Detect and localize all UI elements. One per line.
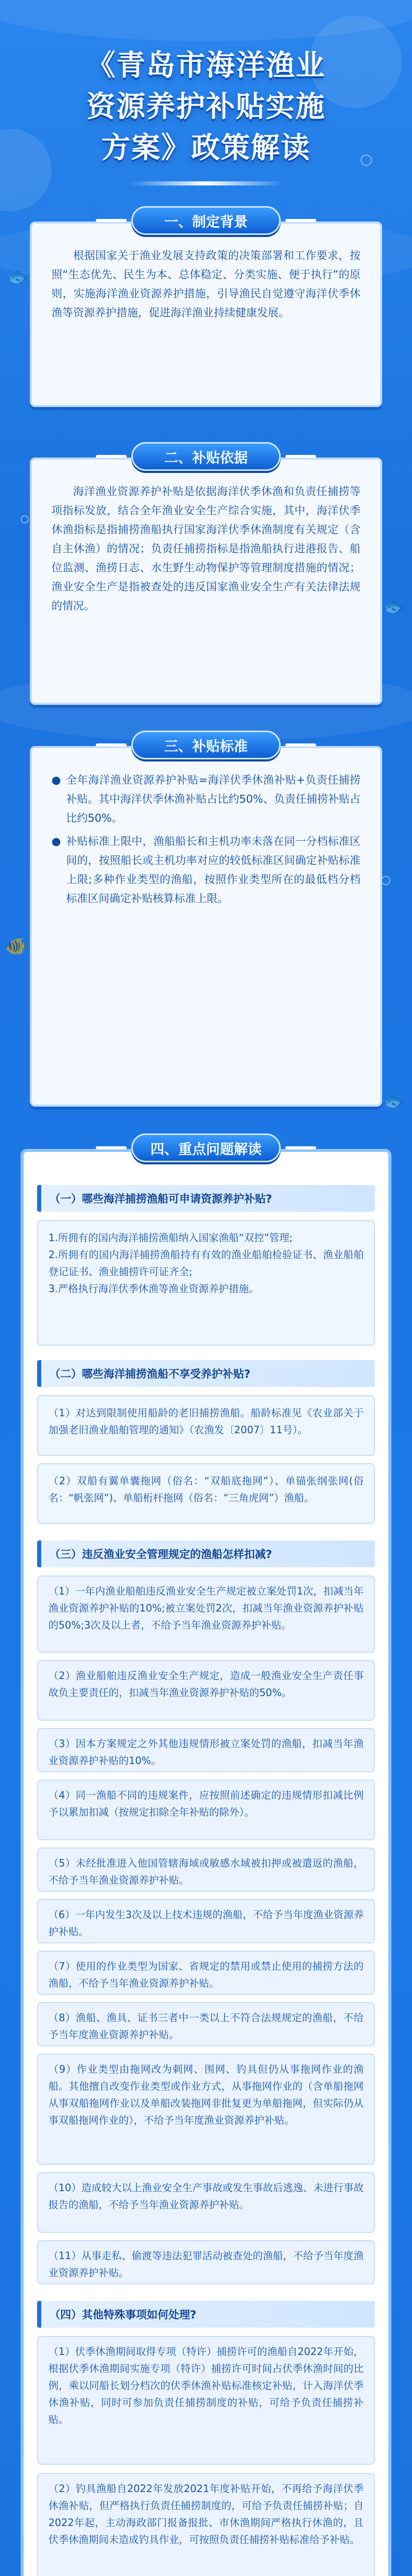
list-item: （6）一年内发生3次及以上技术违规的渔船，不给予当年度渔业资源养护补贴。 bbox=[37, 1899, 375, 1943]
fish-icon: 🐟 bbox=[383, 1091, 405, 1111]
section-heading-key-issues bbox=[131, 1133, 281, 1162]
list-item-text: 全年海洋渔业资源养护补贴=海洋伏季休渔补贴+负责任捕捞补贴。其中海洋伏季休渔补贴占比约50%、负责任捕捞补贴占比约50%。 bbox=[66, 774, 361, 824]
list-item-text: 补贴标准上限中，渔船船长和主机功率未落在同一分档标准区间的，按照船长或主机功率对应的较低标准区间确定补贴标准上限;多种作业类型的渔船，按照作业类型所在的最低档分档标准区间确定补贴核算标准上限。 bbox=[66, 835, 360, 905]
fish-icon: 🐟 bbox=[383, 596, 405, 617]
answer-box bbox=[37, 1395, 375, 1456]
question-heading bbox=[37, 1540, 375, 1567]
section-heading-text: 四、重点问题解读 bbox=[150, 1141, 262, 1158]
list-item: （2）钓具渔船自2022年发放2021年度补贴开始，不再给予海洋伏季休渔补贴，但严格执行负责任捕捞制度的，可给予负责任捕捞补贴；自2022年起，主动海政部门报备报批、市休渔期间严格执行休渔的，且伏季休渔期间未造成钓具作业，可按照负责任捕捞补贴标准给予补贴。 bbox=[37, 2473, 375, 2576]
bullet-icon: ● bbox=[52, 774, 61, 786]
title-line: 资源养护补贴实施 bbox=[87, 90, 325, 124]
answer-text: （1）对达到限制使用船龄的老旧捕捞渔船。船龄标准见《农业部关于加强老旧渔业船舶管理的通知》（农渔发〔2007〕11号）。 bbox=[48, 1407, 364, 1436]
section-heading-text: 一、制定背景 bbox=[164, 214, 248, 230]
answer-box bbox=[37, 1220, 375, 1346]
page-title bbox=[46, 45, 366, 169]
list-item: （1）伏季休渔期间取得专项（特许）捕捞许可的渔船自2022年开始，根据伏季休渔期间实施专项（特许）捕捞许可时间占伏季休渔时间的比例，乘以同船长划分档次的伏季休渔补贴标准核定补贴，计入海洋伏季休渔补贴，同时可参加负责任捕捞制度的补贴，可给予负责任捕捞补贴。 bbox=[37, 2336, 375, 2465]
section-heading-text: 三、补贴标准 bbox=[164, 738, 248, 755]
bubble-icon bbox=[381, 876, 390, 885]
bullet-icon: ● bbox=[52, 835, 61, 848]
section-paragraph: 根据国家关于渔业发展支持政策的决策部署和工作要求，按照“生态优先、民生为本、总体稳定、分类实施、便于执行”的原则，实施海洋渔业资源养护措施，引导渔民自觉遵守海洋伏季休渔等资源养护措施，促进海洋渔业持续健康发展。 bbox=[52, 249, 360, 319]
section-heading-text: 二、补贴依据 bbox=[164, 450, 248, 466]
question-heading bbox=[37, 2301, 375, 2328]
list-item bbox=[52, 771, 360, 828]
list-item bbox=[52, 832, 360, 908]
question-heading bbox=[37, 1360, 375, 1387]
section-card-basis bbox=[30, 457, 382, 705]
section-card-background bbox=[30, 222, 382, 407]
fish-icon: 🐠 bbox=[5, 936, 27, 957]
question-text: （二）哪些海洋捕捞渔船不享受养护补贴? bbox=[49, 1368, 251, 1380]
answer-text: （2）双船有翼单囊拖网（俗名：“双船底拖网”）、单锚张纲张网(俗名：“帆张网”)、单船桁杆拖网（俗名：“三角虎网”）渔船。 bbox=[48, 1475, 364, 1504]
answer-text: 1.所拥有的国内海洋捕捞渔船纳入国家渔船“双控”管理; 2.所拥有的国内海洋捕捞渔船持有有效的渔业船舶检验证书、渔业船舶登记证书、渔业捕捞许可证齐全; 3.严格执行海洋伏季休渔等渔业资源养护措施。 bbox=[48, 1232, 364, 1295]
question-text: （三）违反渔业安全管理规定的渔船怎样扣减? bbox=[49, 1548, 272, 1561]
question-heading bbox=[37, 1185, 375, 1212]
list-item: （1）一年内渔业船舶违反渔业安全生产规定被立案处罚1次，扣减当年渔业资源养护补贴的10%;被立案处罚2次，扣减当年渔业资源养护补贴的50%;3次及以上者，不给予当年渔业资源养护补贴。 bbox=[37, 1575, 375, 1653]
bubble-icon bbox=[21, 515, 29, 523]
list-item: （2）渔业船舶违反渔业安全生产规定，造成一般渔业安全生产责任事故负主要责任的，扣减当年渔业资源养护补贴的50%。 bbox=[37, 1660, 375, 1721]
list-item: （8）渔船、渔具、证书三者中一类以上不符合法规规定的渔船，不给予当年度渔业资源养护补贴。 bbox=[37, 2002, 375, 2046]
title-underline bbox=[129, 181, 283, 185]
list-item: （10）造成较大以上渔业安全生产事故或发生事故后逃逸、未进行事故报告的渔船，不给予当年渔业资源养护补贴。 bbox=[37, 2172, 375, 2233]
list-item: （7）使用的作业类型为国家、省规定的禁用或禁止使用的捕捞方法的渔船，不给予当年渔业资源养护补贴。 bbox=[37, 1951, 375, 1995]
question-text: （四）其他特殊事项如何处理? bbox=[49, 2309, 197, 2321]
list-item: （11）从事走私、偷渡等违法犯罪活动被查处的渔船，不给予当年度渔业资源养护补贴。 bbox=[37, 2240, 375, 2284]
list-item: （4）同一渔船不同的违规案件，应按照前述确定的违规情形扣减比例予以累加扣减（按规定扣除全年补贴的除外）。 bbox=[37, 1780, 375, 1840]
section-paragraph: 海洋渔业资源养护补贴是依据海洋伏季休渔和负责任捕捞等项指标发放，结合全年渔业安全生产综合实施，其中，海洋伏季休渔指标是指捕捞渔船执行国家海洋伏季休渔制度有关规定（含自主休渔）的情况；负责任捕捞指标是指渔船执行进港报告、船位监测、渔捞日志、水生野生动物保护等管理制度措施的情况；渔业安全生产是指被查处的违反国家渔业安全生产有关法律法规的情况。 bbox=[52, 485, 360, 612]
section-heading-standard bbox=[131, 731, 281, 759]
circle-decoration bbox=[0, 129, 52, 211]
section-heading-basis bbox=[131, 442, 281, 471]
answer-box bbox=[37, 1463, 375, 1524]
list-item: （3）因本方案规定之外其他违规情形被立案处罚的渔船，扣减当年渔业资源养护补贴的10%。 bbox=[37, 1728, 375, 1772]
section-card-standard bbox=[30, 746, 382, 1107]
list-item: （5）未经批准进入他国管辖海域或敏感水域被扣押或被遣返的渔船，不给予当年渔业资源养护补贴。 bbox=[37, 1848, 375, 1892]
list-item: （9）作业类型由拖网改为刺网、围网、钓具但仍从事拖网作业的渔船。其他擅自改变作业类型或作业方式，从事拖网作业的（含单船拖网从事双船拖网作业以及单船改装拖网非批复更为单船拖网，但实际仍从事双船拖网作业的），不给予当年度渔业资源养护补贴。 bbox=[37, 2054, 375, 2165]
question-text: （一）哪些海洋捕捞渔船可申请资源养护补贴? bbox=[49, 1193, 272, 1205]
title-line: 《青岛市海洋渔业 bbox=[87, 49, 325, 82]
section-heading-background bbox=[131, 206, 281, 235]
fish-icon: 🐟 bbox=[7, 266, 29, 287]
title-line: 方案》政策解读 bbox=[101, 131, 311, 165]
